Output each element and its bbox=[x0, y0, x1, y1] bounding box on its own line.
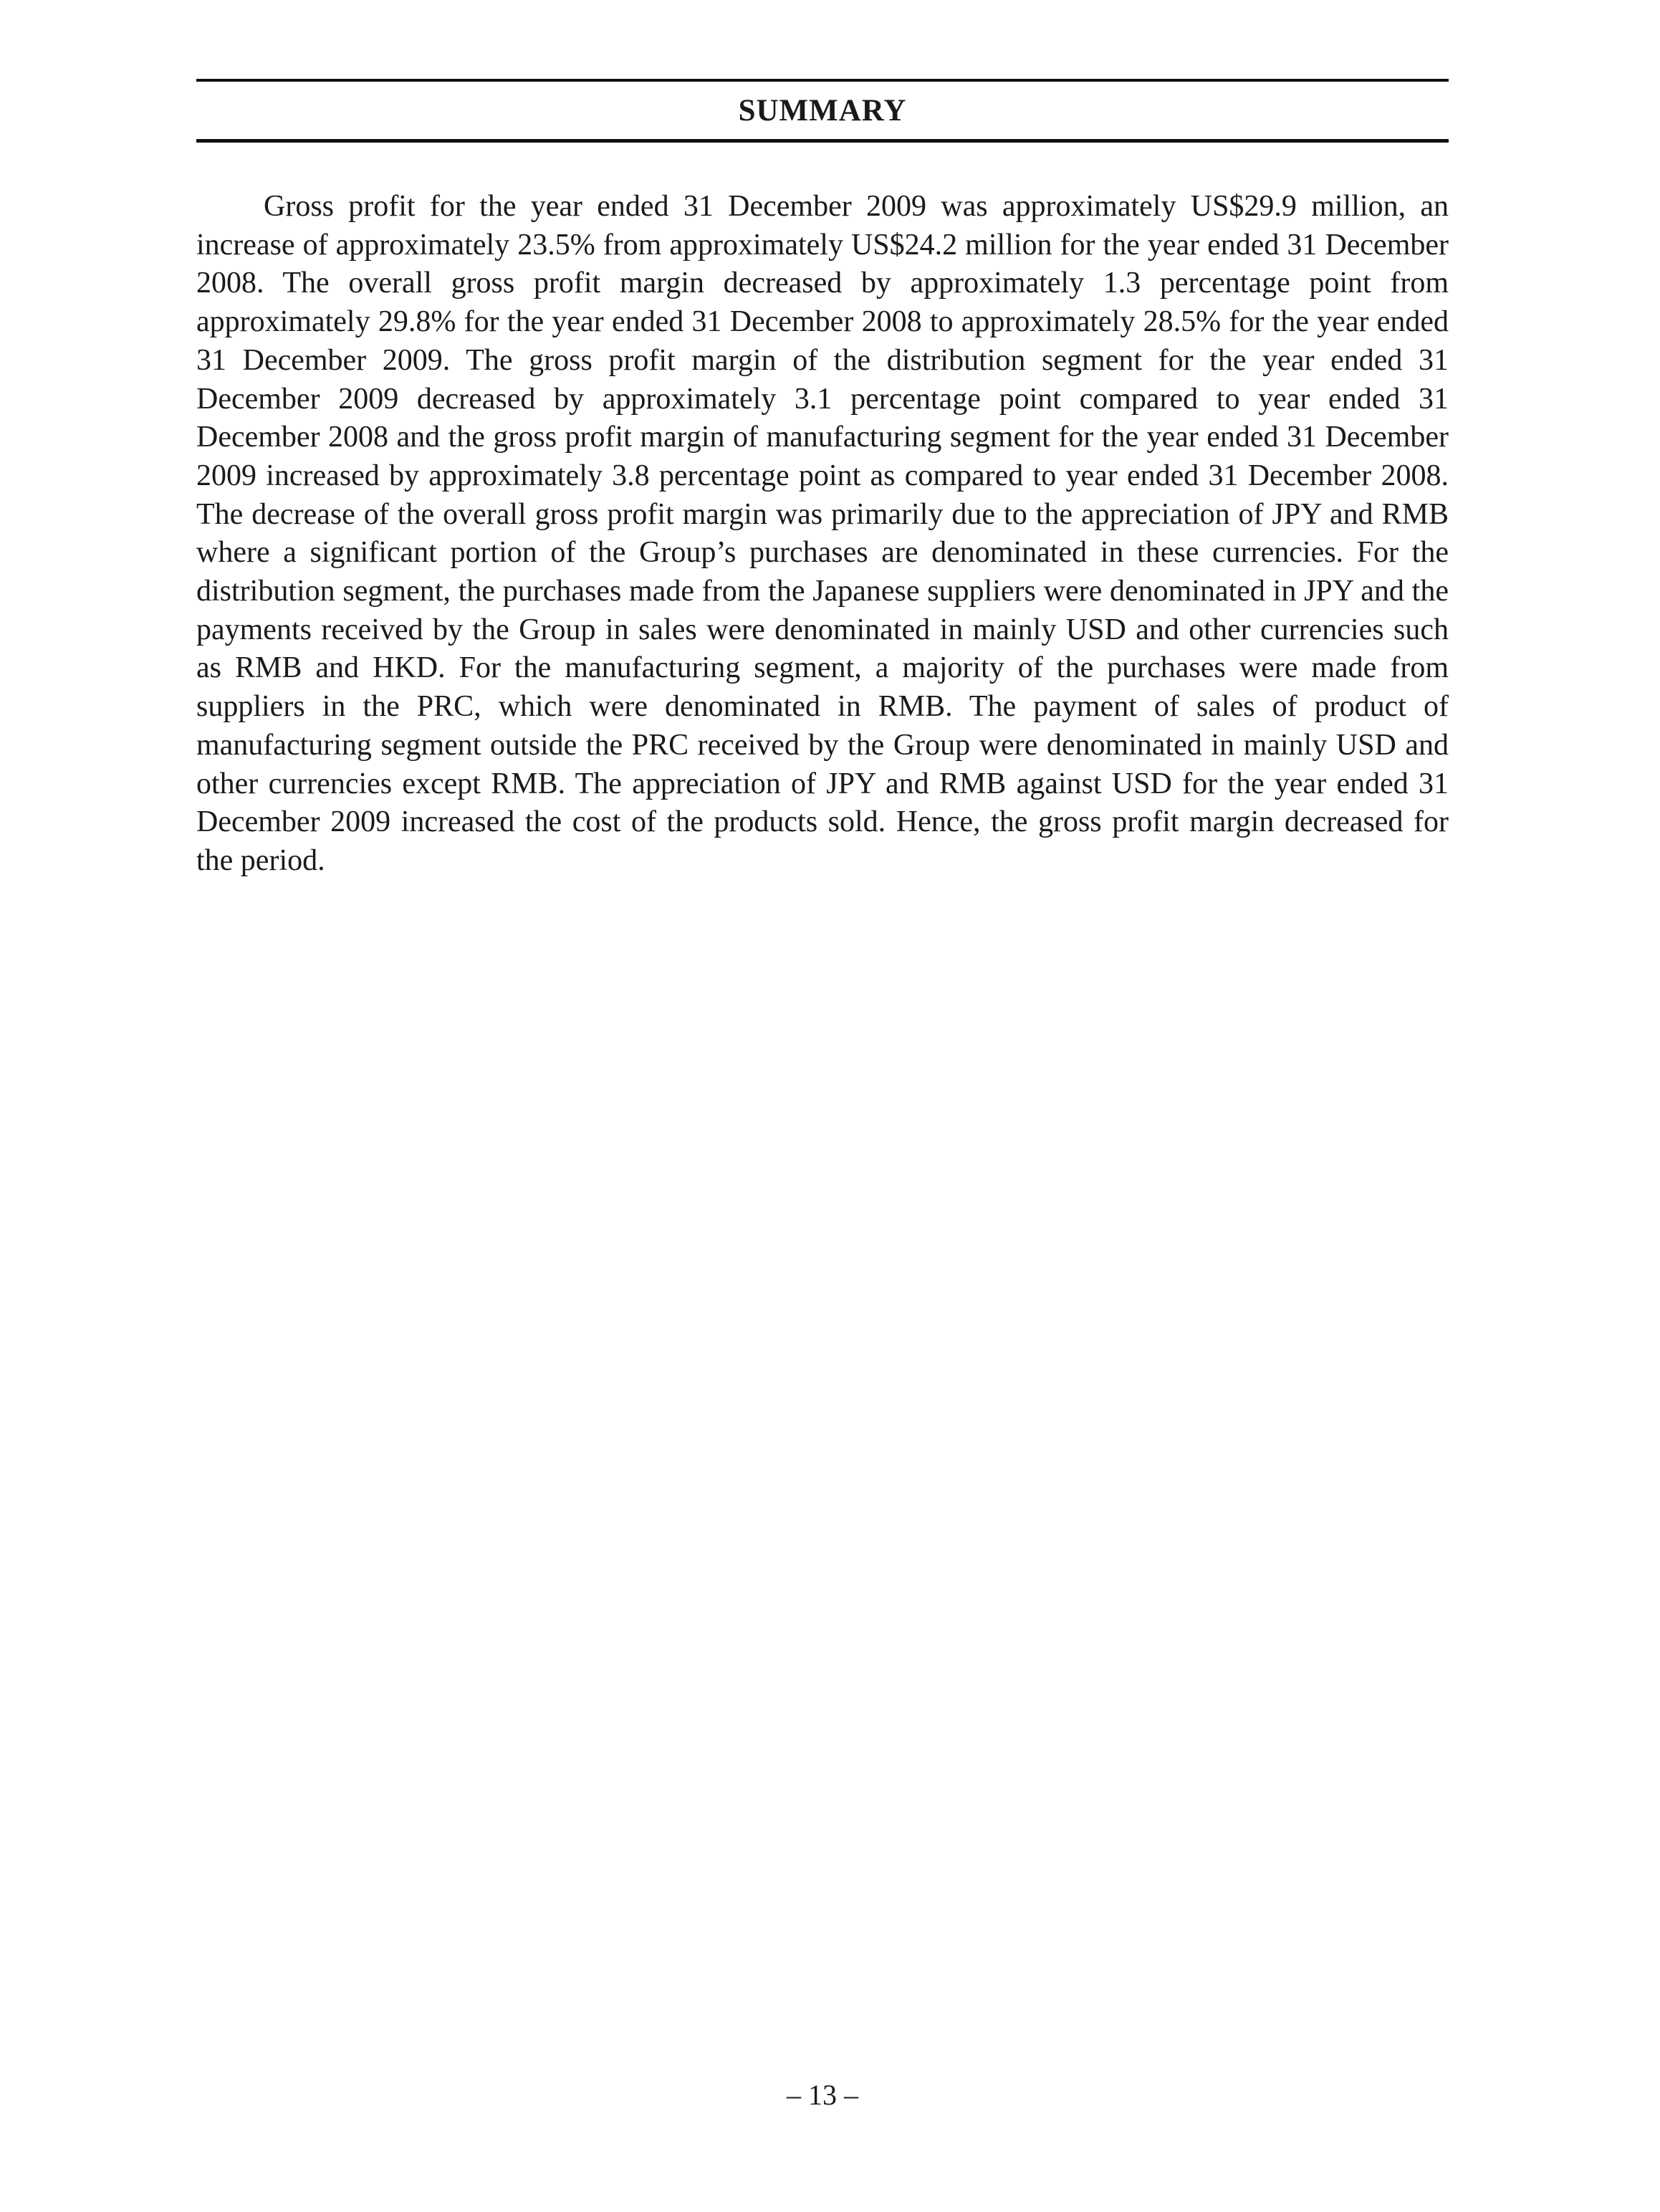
page-header bbox=[196, 79, 1449, 143]
page-number: – 13 – bbox=[787, 2079, 858, 2111]
header-bottom-rule bbox=[196, 139, 1449, 143]
body-paragraph: Gross profit for the year ended 31 December 2009 was approximately US$29.9 million, an increase of approximately 23.5% from approximately US$24.2 million for the year ended 31 December 2008. The overall gross profit margin decreased by approximately 1.3 percentage point from approximately 29.8% for the year ended 31 December 2008 to approximately 28.5% for the year ended 31 December 2009. The gross profit margin of the distribution segment for the year ended 31 December 2009 decreased by approximately 3.1 percentage point compared to year ended 31 December 2008 and the gross profit margin of manufacturing segment for the year ended 31 December 2009 increased by approximately 3.8 percentage point as compared to year ended 31 December 2008. The decrease of the overall gross profit margin was primarily due to the appreciation of JPY and RMB where a significant portion of the Group’s purchases are denominated in these currencies. For the distribution segment, the purchases made from the Japanese suppliers were denominated in JPY and the payments received by the Group in sales were denominated in mainly USD and other currencies such as RMB and HKD. For the manufacturing segment, a majority of the purchases were made from suppliers in the PRC, which were denominated in RMB. The payment of sales of product of manufacturing segment outside the PRC received by the Group were denominated in mainly USD and other currencies except RMB. The appreciation of JPY and RMB against USD for the year ended 31 December 2009 increased the cost of the products sold. Hence, the gross profit margin decreased for the period. bbox=[196, 190, 1449, 877]
section-title: SUMMARY bbox=[738, 94, 907, 128]
